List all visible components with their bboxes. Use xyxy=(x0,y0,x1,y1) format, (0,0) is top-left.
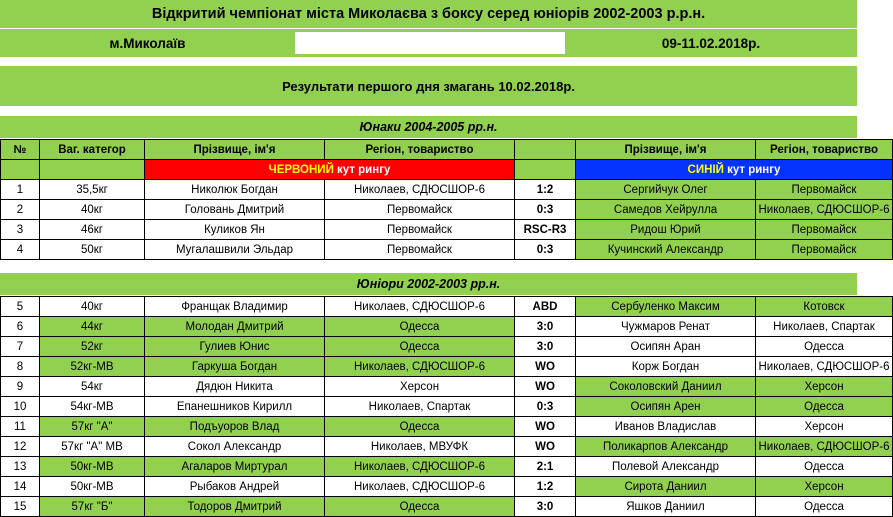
cell-score: WO xyxy=(515,437,576,457)
cell-blue-name: Соколовский Даниил xyxy=(576,377,756,397)
cell-score: 3:0 xyxy=(515,497,576,517)
cell-blue-name: Полевой Александр xyxy=(576,457,756,477)
cell-weight: 52кг-МВ xyxy=(40,357,145,377)
cell-red-name: Николюк Богдан xyxy=(145,180,325,200)
cell-row-num: 4 xyxy=(1,240,40,260)
cell-red-region: Первомайск xyxy=(325,220,515,240)
cell-score: 2:1 xyxy=(515,457,576,477)
corner-spacer-score xyxy=(515,160,576,180)
blank-field xyxy=(295,32,565,54)
cell-blue-name: Осипян Арен xyxy=(576,397,756,417)
cell-red-region: Херсон xyxy=(325,377,515,397)
cell-weight: 50кг-МВ xyxy=(40,477,145,497)
cell-weight: 46кг xyxy=(40,220,145,240)
blue-corner-label xyxy=(576,160,893,180)
cell-weight: 57кг "А" xyxy=(40,417,145,437)
cell-blue-region: Херсон xyxy=(756,477,893,497)
cell-blue-name: Сергийчук Олег xyxy=(576,180,756,200)
cell-red-region: Николаев, СДЮСШОР-6 xyxy=(325,457,515,477)
cell-red-name: Куликов Ян xyxy=(145,220,325,240)
cell-blue-name: Ридош Юрий xyxy=(576,220,756,240)
table-row xyxy=(1,497,893,517)
cell-red-name: Епанешников Кирилл xyxy=(145,397,325,417)
cell-row-num: 9 xyxy=(1,377,40,397)
col-region-blue: Регіон, товариство xyxy=(756,140,893,160)
cell-red-region: Одесса xyxy=(325,317,515,337)
cell-red-region: Одесса xyxy=(325,417,515,437)
red-corner-suffix: кут рингу xyxy=(333,163,391,176)
city-label: м.Миколаїв xyxy=(109,35,186,51)
cell-blue-region: Первомайск xyxy=(756,240,893,260)
col-name-blue: Прізвище, ім'я xyxy=(576,140,756,160)
cell-red-name: Молодан Дмитрий xyxy=(145,317,325,337)
cell-score: 3:0 xyxy=(515,317,576,337)
cell-blue-region: Николаев, Спартак xyxy=(756,317,893,337)
cell-row-num: 2 xyxy=(1,200,40,220)
cell-red-region: Николаев, СДЮСШОР-6 xyxy=(325,357,515,377)
cell-blue-region: Одесса xyxy=(756,397,893,417)
cell-blue-name: Сирота Даниил xyxy=(576,477,756,497)
cell-blue-region: Одесса xyxy=(756,497,893,517)
table-row xyxy=(1,417,893,437)
cell-row-num: 14 xyxy=(1,477,40,497)
corner-spacer-num xyxy=(1,160,40,180)
cell-red-region: Николаев, Спартак xyxy=(325,397,515,417)
cell-row-num: 11 xyxy=(1,417,40,437)
cell-blue-region: Херсон xyxy=(756,417,893,437)
cell-score: 0:3 xyxy=(515,200,576,220)
table-row xyxy=(1,377,893,397)
cell-score: RSC-R3 xyxy=(515,220,576,240)
col-region-red: Регіон, товариство xyxy=(325,140,515,160)
cell-row-num: 1 xyxy=(1,180,40,200)
cell-row-num: 12 xyxy=(1,437,40,457)
col-num: № xyxy=(1,140,40,160)
cell-red-name: Рыбаков Андрей xyxy=(145,477,325,497)
cell-red-name: Франщак Владимир xyxy=(145,297,325,317)
cell-score: 0:3 xyxy=(515,240,576,260)
cell-blue-name: Осипян Аран xyxy=(576,337,756,357)
spacer-green-1 xyxy=(0,66,857,73)
page-title: Відкритий чемпіонат міста Миколаєва з боксу серед юніорів 2002-2003 р.р.н. xyxy=(0,0,857,29)
col-score xyxy=(515,140,576,160)
cell-red-region: Первомайск xyxy=(325,200,515,220)
cell-blue-name: Поликарпов Александр xyxy=(576,437,756,457)
cell-red-region: Первомайск xyxy=(325,240,515,260)
cell-red-region: Николаев, СДЮСШОР-6 xyxy=(325,180,515,200)
cell-red-region: Николаев, СДЮСШОР-6 xyxy=(325,297,515,317)
cell-row-num: 3 xyxy=(1,220,40,240)
cell-score: 0:3 xyxy=(515,397,576,417)
cell-red-name: Мугалашвили Эльдар xyxy=(145,240,325,260)
cell-weight: 54кг-МВ xyxy=(40,397,145,417)
results-day-label: Результати першого дня змагань 10.02.2018р. xyxy=(0,73,857,99)
red-corner-label xyxy=(145,160,515,180)
cell-blue-region: Одесса xyxy=(756,337,893,357)
corner-spacer-weight xyxy=(40,160,145,180)
cell-blue-name: Иванов Владислав xyxy=(576,417,756,437)
spacer-white-2 xyxy=(0,106,857,115)
cell-score: ABD xyxy=(515,297,576,317)
cell-weight: 40кг xyxy=(40,297,145,317)
cell-weight: 35,5кг xyxy=(40,180,145,200)
cell-row-num: 5 xyxy=(1,297,40,317)
table-row xyxy=(1,477,893,497)
table-header-row xyxy=(1,140,893,160)
table-row xyxy=(1,297,893,317)
cell-blue-name: Чужмаров Ренат xyxy=(576,317,756,337)
cell-blue-name: Самедов Хейрулла xyxy=(576,200,756,220)
cell-red-name: Тодоров Дмитрий xyxy=(145,497,325,517)
section-title-juniors-2002: Юніори 2002-2003 рр.н. xyxy=(0,272,857,296)
cell-blue-region: Одесса xyxy=(756,457,893,477)
table-row xyxy=(1,240,893,260)
cell-blue-name: Яшков Даниил xyxy=(576,497,756,517)
bouts-table-2004 xyxy=(0,139,893,260)
cell-weight: 44кг xyxy=(40,317,145,337)
section-gap xyxy=(0,260,857,272)
cell-weight: 40кг xyxy=(40,200,145,220)
cell-red-region: Одесса xyxy=(325,337,515,357)
cell-red-name: Агаларов Миртурал xyxy=(145,457,325,477)
cell-score: 3:0 xyxy=(515,337,576,357)
cell-row-num: 15 xyxy=(1,497,40,517)
cell-weight: 50кг-МВ xyxy=(40,457,145,477)
cell-blue-name: Кучинский Александр xyxy=(576,240,756,260)
cell-blue-region: Котовск xyxy=(756,297,893,317)
col-weight: Ваг. категор xyxy=(40,140,145,160)
spacer-green-2 xyxy=(0,99,857,106)
cell-blue-region: Николаев, СДЮСШОР-6 xyxy=(756,437,893,457)
cell-blue-region: Николаев, СДЮСШОР-6 xyxy=(756,357,893,377)
bouts-body-2002 xyxy=(1,297,893,517)
cell-score: WO xyxy=(515,417,576,437)
cell-blue-region: Первомайск xyxy=(756,220,893,240)
cell-row-num: 10 xyxy=(1,397,40,417)
table-row xyxy=(1,457,893,477)
cell-red-name: Гулиев Юнис xyxy=(145,337,325,357)
col-name-red: Прізвище, ім'я xyxy=(145,140,325,160)
cell-score: 1:2 xyxy=(515,180,576,200)
cell-row-num: 6 xyxy=(1,317,40,337)
cell-red-region: Николаев, СДЮСШОР-6 xyxy=(325,477,515,497)
cell-score: WO xyxy=(515,377,576,397)
cell-red-name: Дядюн Никита xyxy=(145,377,325,397)
cell-score: WO xyxy=(515,357,576,377)
cell-red-region: Одесса xyxy=(325,497,515,517)
cell-weight: 52кг xyxy=(40,337,145,357)
blue-corner-suffix: кут рингу xyxy=(723,163,781,176)
cell-weight: 57кг "А" МВ xyxy=(40,437,145,457)
table-row xyxy=(1,200,893,220)
cell-blue-region: Первомайск xyxy=(756,180,893,200)
cell-blue-name: Сербуленко Максим xyxy=(576,297,756,317)
cell-row-num: 13 xyxy=(1,457,40,477)
blue-corner-word: СИНІЙ xyxy=(687,163,724,176)
bouts-body-2004 xyxy=(1,180,893,260)
table-row xyxy=(1,357,893,377)
section-title-juniors-2004: Юнаки 2004-2005 рр.н. xyxy=(0,115,857,139)
table-row xyxy=(1,180,893,200)
corner-label-row xyxy=(1,160,893,180)
table-row xyxy=(1,337,893,357)
cell-score: 1:2 xyxy=(515,477,576,497)
subtitle-row xyxy=(0,29,857,57)
cell-red-name: Гаркуша Богдан xyxy=(145,357,325,377)
cell-weight: 57кг "Б" xyxy=(40,497,145,517)
table-row xyxy=(1,317,893,337)
cell-row-num: 8 xyxy=(1,357,40,377)
dates-label: 09-11.02.2018р. xyxy=(661,35,761,51)
table-row xyxy=(1,437,893,457)
cell-red-name: Сокол Александр xyxy=(145,437,325,457)
cell-red-name: Подъуоров Влад xyxy=(145,417,325,437)
cell-blue-region: Николаев, СДЮСШОР-6 xyxy=(756,200,893,220)
cell-red-region: Николаев, МВУФК xyxy=(325,437,515,457)
bouts-table-2002 xyxy=(0,296,893,517)
cell-weight: 50кг xyxy=(40,240,145,260)
red-corner-word: ЧЕРВОНИЙ xyxy=(268,163,334,176)
table-row xyxy=(1,397,893,417)
cell-red-name: Головань Дмитрий xyxy=(145,200,325,220)
cell-blue-name: Корж Богдан xyxy=(576,357,756,377)
spacer-white-1 xyxy=(0,57,857,66)
cell-weight: 54кг xyxy=(40,377,145,397)
cell-blue-region: Херсон xyxy=(756,377,893,397)
cell-row-num: 7 xyxy=(1,337,40,357)
table-row xyxy=(1,220,893,240)
